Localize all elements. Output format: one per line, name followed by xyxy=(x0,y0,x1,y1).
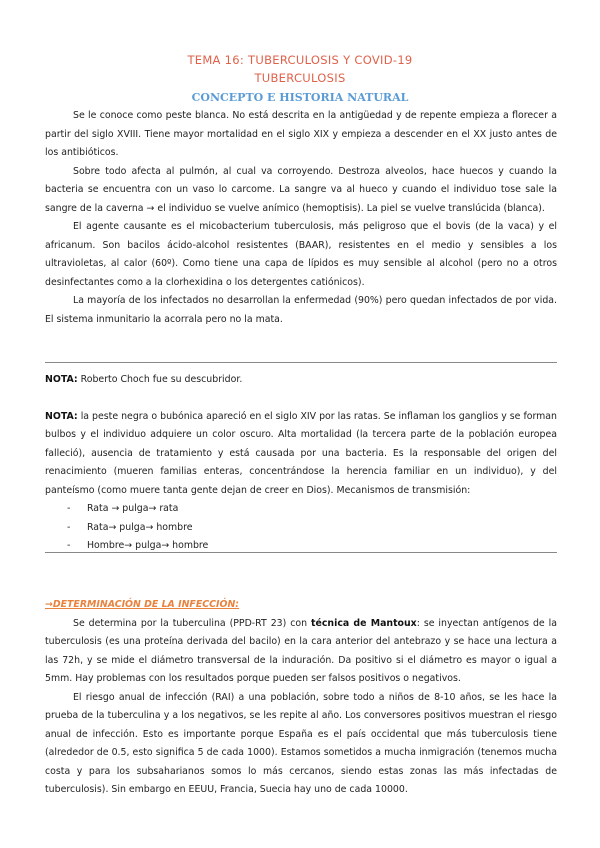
title-block xyxy=(0,51,600,106)
intro-paragraph-1: Se le conoce como peste blanca. No está descrita en la antigüedad y de repente empieza a florecer a partir del siglo XVIII. Tiene mayor mortalidad en el siglo XIX y empieza a descender en el XX justo antes de los antibióticos. xyxy=(45,110,557,158)
note-label: NOTA: xyxy=(45,410,78,422)
determination-paragraph-1 xyxy=(45,615,557,689)
section-heading: CONCEPTO E HISTORIA NATURAL xyxy=(191,91,409,104)
list-item xyxy=(45,519,557,538)
determination-section xyxy=(45,596,557,800)
dash-marker: - xyxy=(67,540,71,551)
divider-top xyxy=(45,362,557,363)
list-item-text: Hombre→ pulga→ hombre xyxy=(87,540,209,551)
intro-section xyxy=(45,107,557,329)
intro-paragraph-4: La mayoría de los infectados no desarrollan la enfermedad (90%) pero quedan infectados de por vida. El sistema inmunitario la acorrala pero no la mata. xyxy=(45,295,557,325)
topic-title: TEMA 16: TUBERCULOSIS Y COVID-19 xyxy=(187,53,413,67)
note-2 xyxy=(45,408,557,501)
determination-paragraph-2: El riesgo anual de infección (RAI) a una población, sobre todo a niños de 8-10 años, se les hace la prueba de la tuberculina y a los negativos, se les repite al año. Los conversores positivos muestran el riesgo anual de infección. Esto es importante porque España es el país occidental que más tuberculosis tiene (alrededor de 0.5, esto significa 5 de cada 1000). Estamos sometidos a mucha inmigración (tenemos mucha costa y para los subsaharianos somos lo más cercanos, siendo estas zonas las más infectadas de tuberculosis). Sin embargo en EEUU, Francia, Suecia hay uno de cada 10000. xyxy=(45,691,557,795)
determination-heading: →DETERMINACIÓN DE LA INFECCIÓN: xyxy=(45,599,240,610)
dash-marker: - xyxy=(67,503,71,514)
mantoux-term: técnica de Mantoux xyxy=(311,617,417,629)
list-item xyxy=(45,500,557,519)
dash-marker: - xyxy=(67,521,71,533)
note-2-text: la peste negra o bubónica apareció en el siglo XIV por las ratas. Se inflaman los ganglios y se forman bulbos y el individuo adquiere un color oscuro. Alta mortalidad (la tercera parte de la población europea falleció), ausencia de tratamiento y está causada por una bacteria. Es la responsable del origen del renacimiento (mueren familias enteras, concentrándose la herencia familiar en un individuo), y del panteísmo (como muere tanta gente dejan de creer en Dios). Mecanismos de transmisión: xyxy=(45,410,557,496)
note-label: NOTA: xyxy=(45,374,78,385)
determination-heading-line xyxy=(45,596,557,615)
intro-paragraph-3: El agente causante es el micobacterium tuberculosis, más peligroso que el bovis (de la vaca) y el africanum. Son bacilos ácido-alcohol resistentes (BAAR), resistentes en el medio y sensibles a los ultravioletas, al calor (60º). Como tiene una capa de lípidos es muy sensible al alcohol (pero no a otros desinfectantes como a la clorhexidina o los detergentes catiónicos). xyxy=(45,221,557,288)
list-item-text: Rata → pulga→ rata xyxy=(87,503,179,514)
notes-section xyxy=(45,371,557,556)
list-item-text: Rata→ pulga→ hombre xyxy=(87,521,193,533)
note-1 xyxy=(45,371,557,390)
transmission-list xyxy=(45,500,557,556)
subtopic-title: TUBERCULOSIS xyxy=(254,71,346,85)
det-p1-start: Se determina por la tuberculina (PPD-RT 23) con xyxy=(73,617,312,629)
intro-paragraph-2: Sobre todo afecta al pulmón, al cual va corroyendo. Destroza alveolos, hace huecos y cuando la bacteria se encuentra con un vaso lo carcome. La sangre va al hueco y cuando el individuo tose sale la sangre de la caverna → el individuo se vuelve anímico (hemoptisis). La piel se vuelve translúcida (blanca). xyxy=(45,165,557,214)
divider-bottom xyxy=(45,552,557,553)
det-p1-rest: : se inyectan antígenos de la tuberculosis (es una proteína derivada del bacilo) en la cara anterior del antebrazo y se hace una lectura a las 72h, y se mide el diámetro transversal de la induración. Da positivo si el diámetro es mayor o igual a 5mm. Hay problemas con los resultados porque pueden ser falsos positivos o negativos. xyxy=(45,617,557,684)
note-1-text: Roberto Choch fue su descubridor. xyxy=(80,374,243,385)
